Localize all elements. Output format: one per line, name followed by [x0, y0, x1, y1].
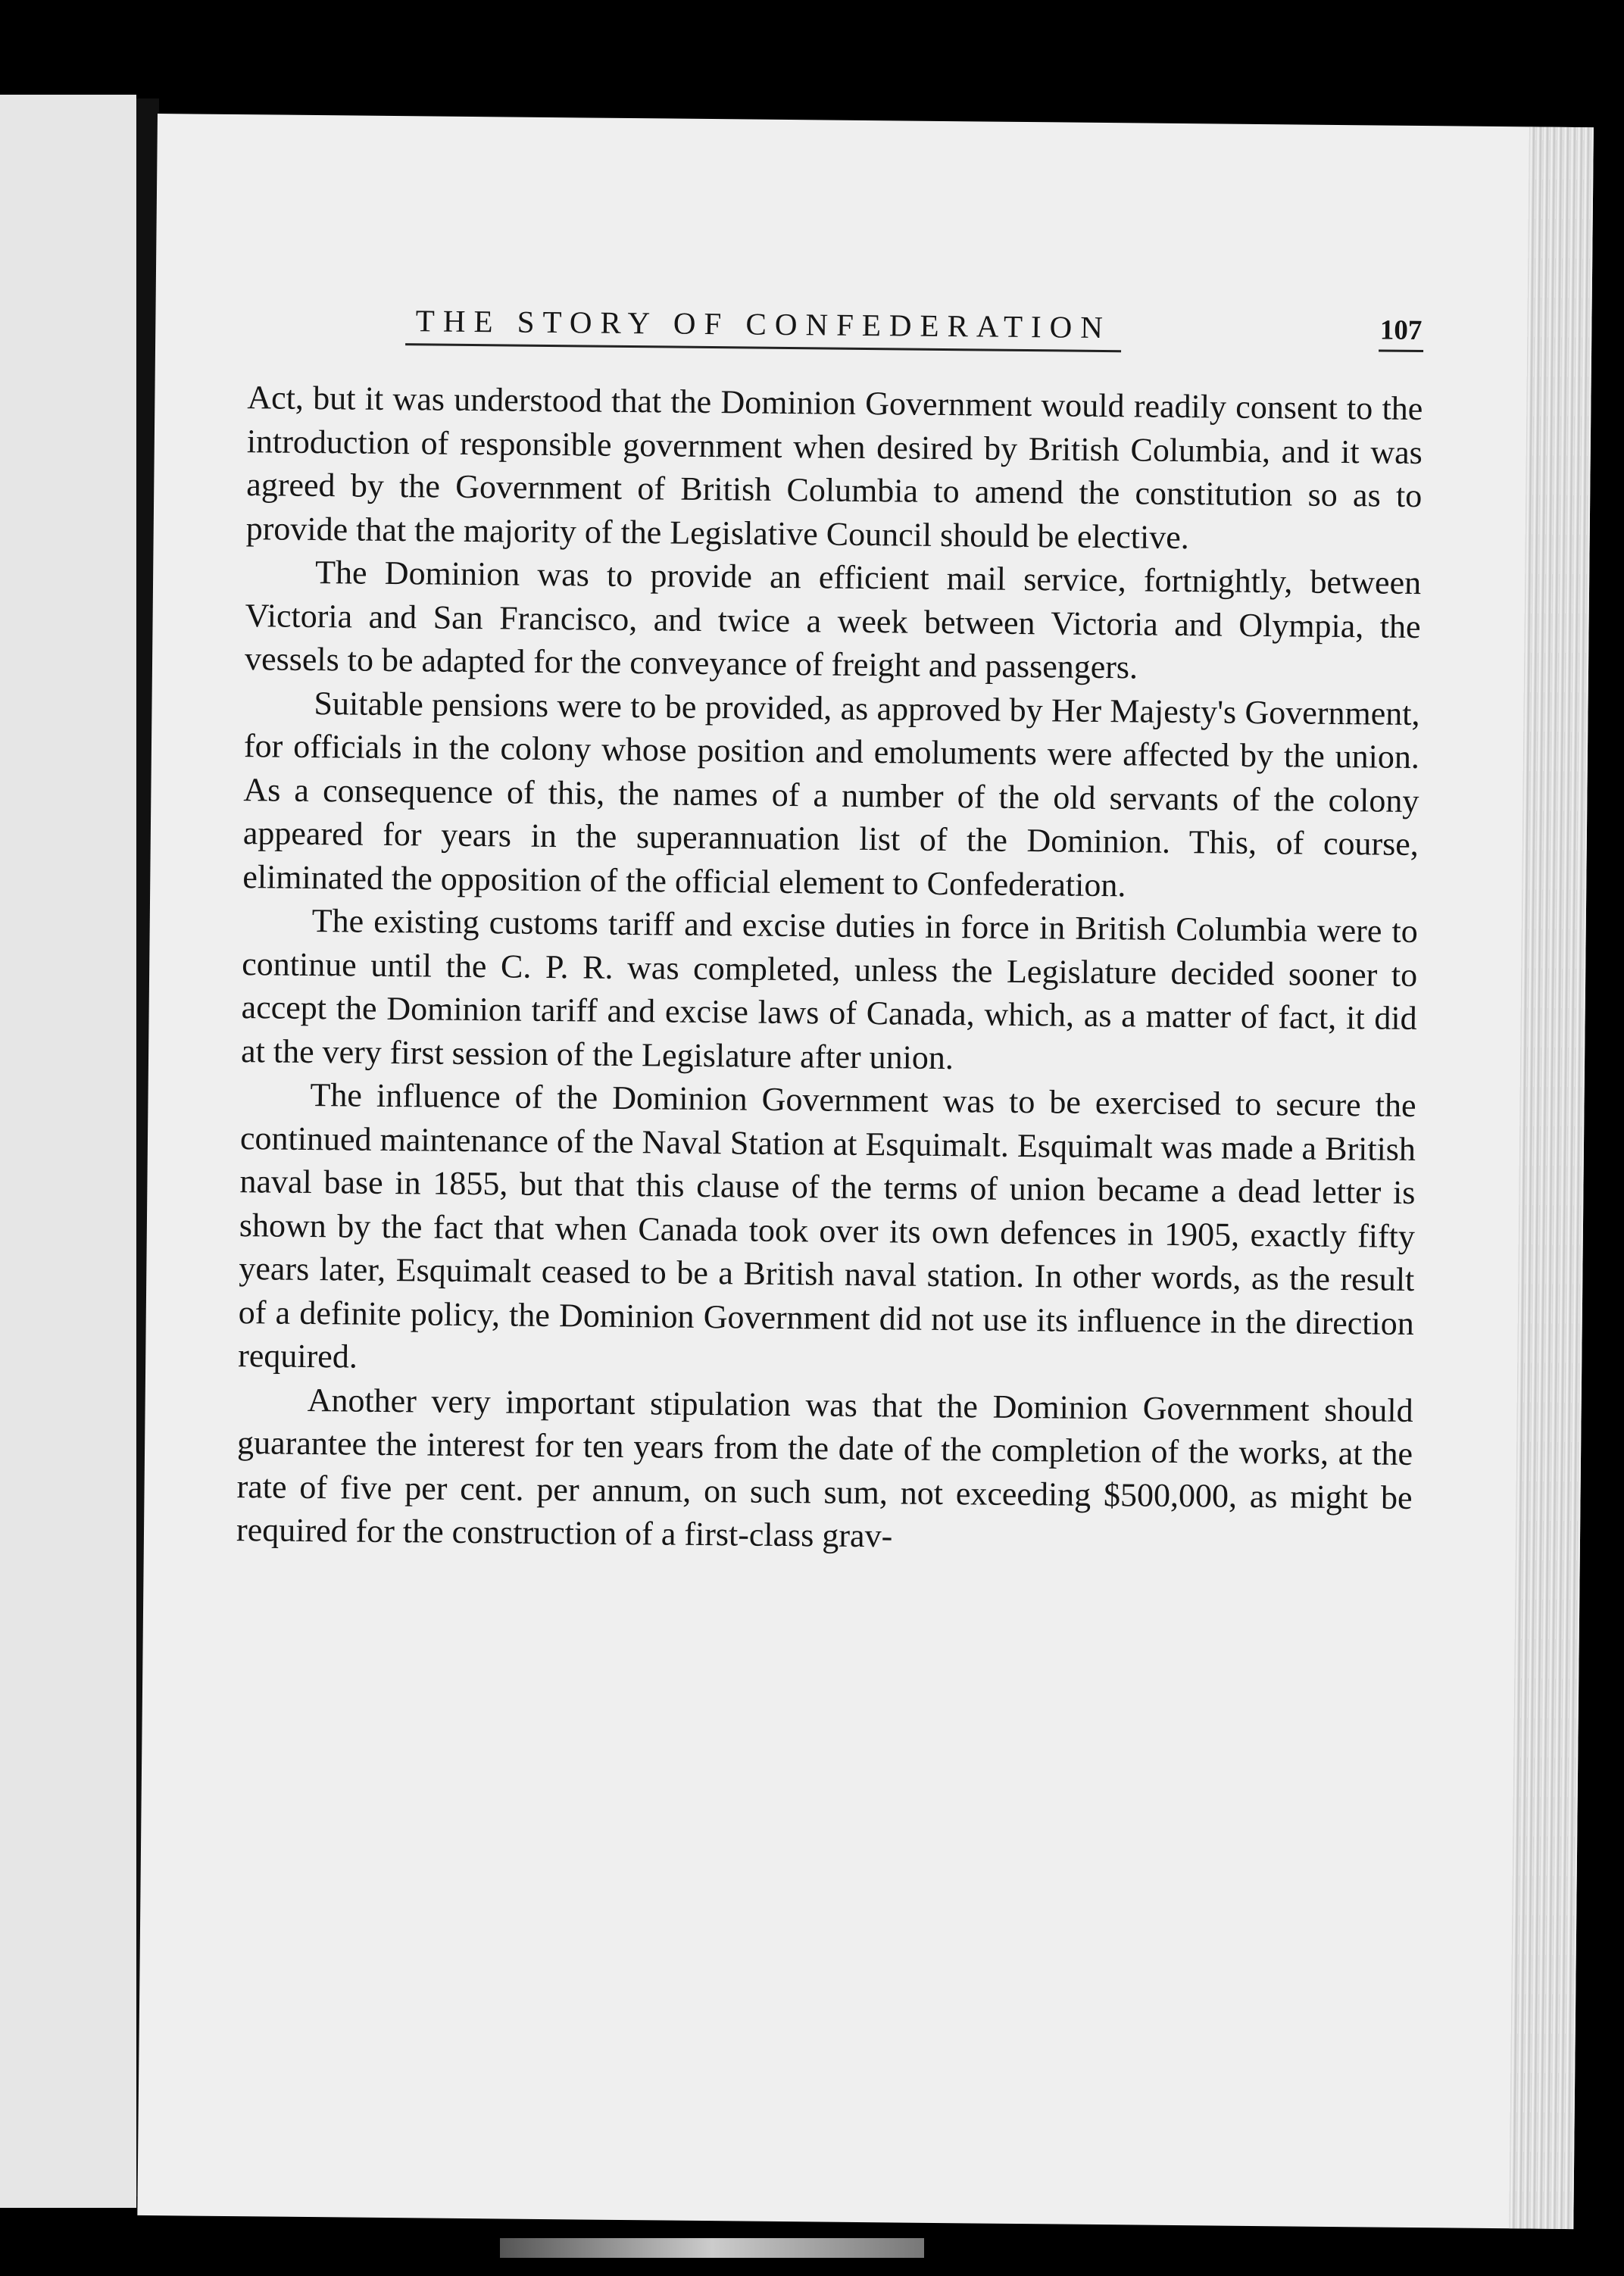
paragraph: The existing customs tariff and excise duties in force in British Columbia were to continue until the C. P. R. was completed, unless the Legislature decided sooner to accept the Dominion tariff and excise laws of Canada, which, as a matter of fact, it did at the very first session of the Legislature after union. — [240, 902, 1418, 1076]
book-page — [137, 114, 1594, 2229]
paragraph: The Dominion was to provide an efficient mail service, fortnightly, between Victoria and San Francisco, and twice a week between Victoria and Olympia, the vessels to be adapted for the conveyance of freight and passengers. — [244, 554, 1422, 686]
page-content — [236, 296, 1424, 1563]
page-number: 107 — [1379, 311, 1424, 352]
page-header — [248, 296, 1424, 368]
scanner-artifact — [500, 2238, 924, 2258]
paragraph: The influence of the Dominion Government was to be exercised to secure the continued maintenance of the Naval Station at Esquimalt. Esquimalt was made a British naval base in 1855, but that this clause of the terms of union became a dead letter is shown by the fact that when Canada took over its own defences in 1905, exactly fifty years later, Esquimalt ceased to be a British naval station. In other words, as the result of a definite policy, the Dominion Government did not use its influence in the direction required. — [238, 1076, 1416, 1375]
body-text — [236, 376, 1423, 1563]
page-stack-edge — [1509, 126, 1594, 2229]
paragraph: Suitable pensions were to be provided, as approved by Her Majesty's Government, for officials in the colony whose position and emoluments were affected by the union. As a consequence of this, the names of a number of the old servants of the colony appeared for years in the superannuation list of the Dominion. This, of course, eliminated the opposition of the official element to Confederation. — [242, 684, 1420, 904]
running-title: THE STORY OF CONFEDERATION — [405, 298, 1122, 352]
paragraph: Another very important stipulation was that the Dominion Government should guarantee the interest for ten years from the date of the completion of the works, at the rate of five per cent. per annum, on such sum, not exceeding $500,000, as might be required for the construction of a first-class grav- — [236, 1381, 1413, 1555]
paragraph: Act, but it was understood that the Dominion Government would readily consent to the introduction of responsible government when desired by British Columbia, and it was agreed by the Government of British Columbia to amend the constitution so as to provide that the majority of the Legislative Council should be elective. — [245, 379, 1423, 556]
facing-page-edge — [0, 95, 136, 2208]
